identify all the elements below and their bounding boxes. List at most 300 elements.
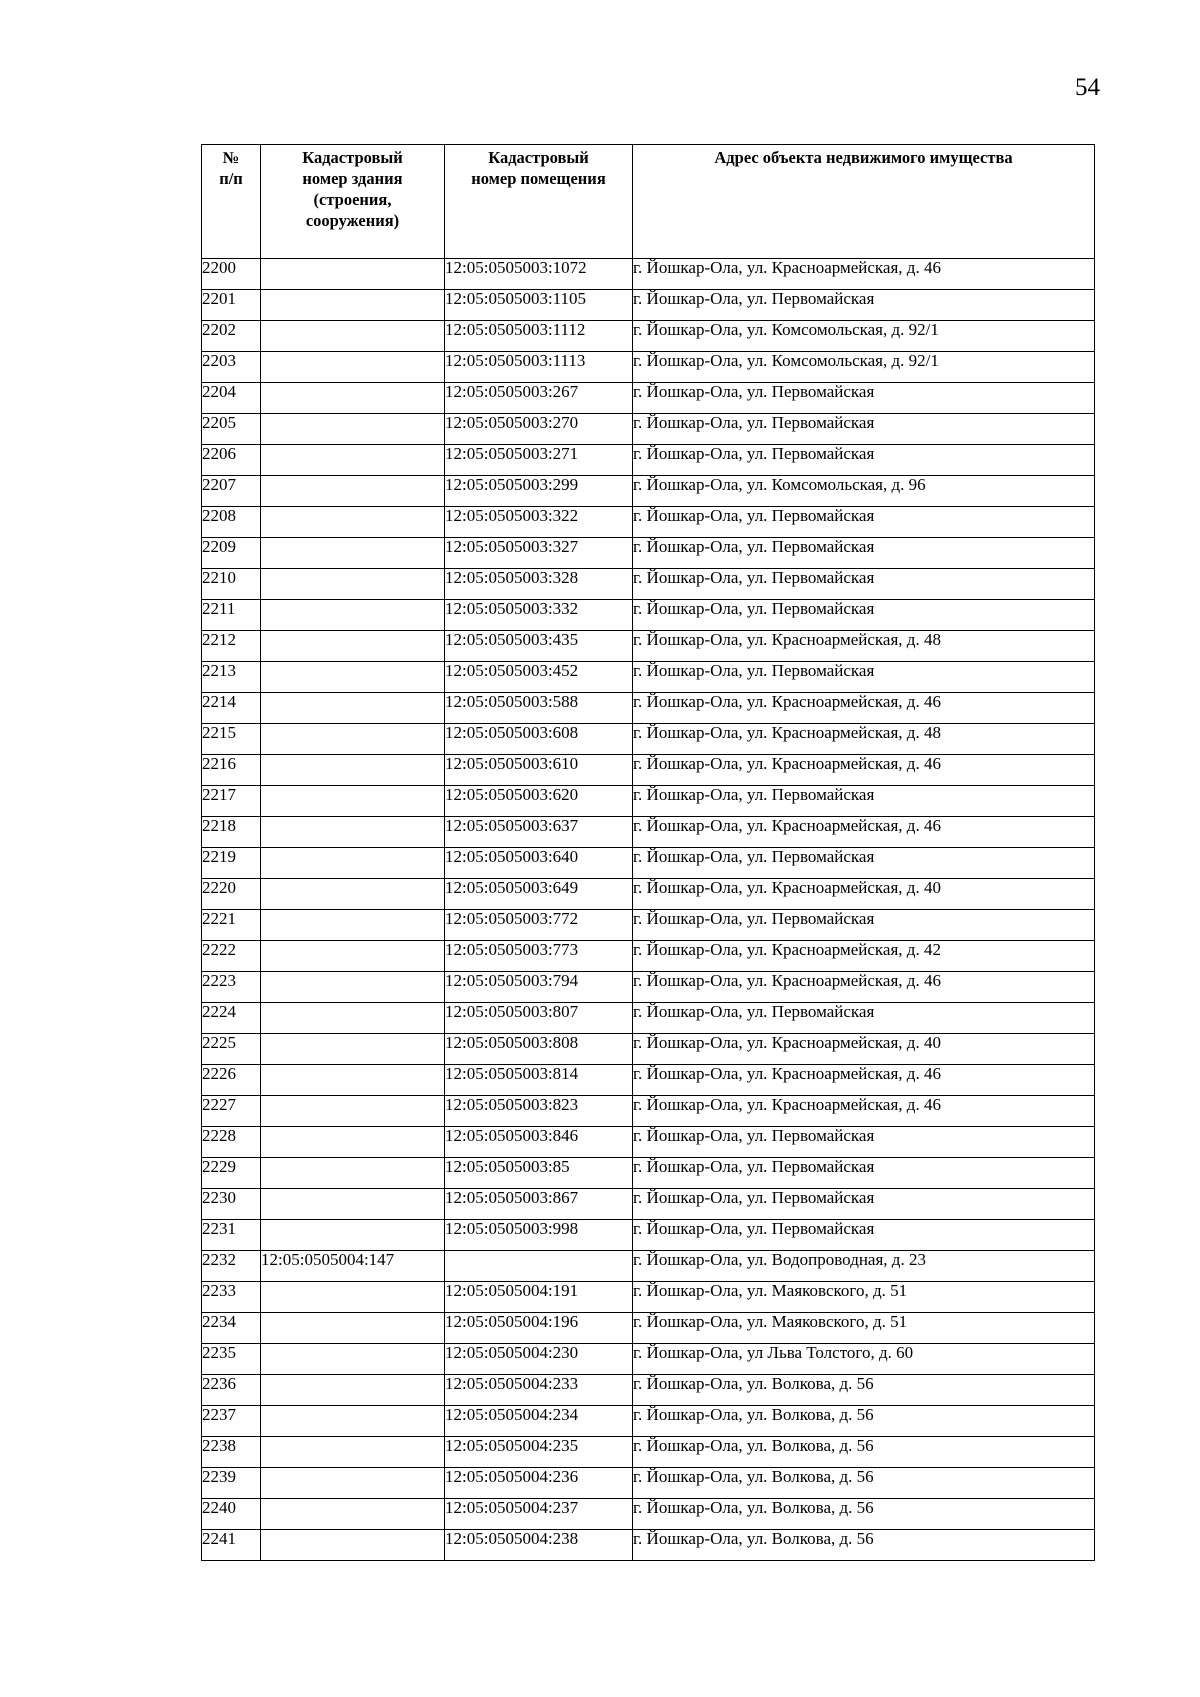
property-address: г. Йошкар-Ола, ул. Красноармейская, д. 40 xyxy=(633,879,941,897)
property-address: г. Йошкар-Ола, ул. Красноармейская, д. 46 xyxy=(633,1065,941,1083)
row-number: 2230 xyxy=(202,1189,236,1207)
room-cadastral-number-cell xyxy=(445,1096,633,1127)
table-row xyxy=(202,1127,1095,1158)
room-cadastral-number-cell xyxy=(445,972,633,1003)
room-cadastral-number-cell xyxy=(445,1406,633,1437)
room-cadastral-number-cell xyxy=(445,786,633,817)
row-number-cell xyxy=(202,569,261,600)
property-address: г. Йошкар-Ола, ул. Красноармейская, д. 40 xyxy=(633,1034,941,1052)
room-cadastral-number-cell xyxy=(445,724,633,755)
room-cadastral-number-cell xyxy=(445,848,633,879)
row-number: 2214 xyxy=(202,693,236,711)
room-cadastral-number-cell xyxy=(445,1127,633,1158)
table-row xyxy=(202,786,1095,817)
row-number: 2213 xyxy=(202,662,236,680)
building-cadastral-number-cell xyxy=(261,693,445,724)
row-number: 2206 xyxy=(202,445,236,463)
row-number: 2225 xyxy=(202,1034,236,1052)
table-body xyxy=(202,259,1095,1561)
row-number: 2224 xyxy=(202,1003,236,1021)
room-cadastral-number-cell xyxy=(445,259,633,290)
property-address: г. Йошкар-Ола, ул. Первомайская xyxy=(633,414,875,432)
property-address: г. Йошкар-Ола, ул. Первомайская xyxy=(633,786,875,804)
property-address: г. Йошкар-Ола, ул. Первомайская xyxy=(633,600,875,618)
property-address: г. Йошкар-Ола, ул. Волкова, д. 56 xyxy=(633,1530,874,1548)
row-number: 2239 xyxy=(202,1468,236,1486)
table-row xyxy=(202,1189,1095,1220)
room-cadastral-number: 12:05:0505003:807 xyxy=(445,1003,579,1021)
property-address-cell xyxy=(633,445,1095,476)
property-address-cell xyxy=(633,1282,1095,1313)
property-address-cell xyxy=(633,414,1095,445)
table-row xyxy=(202,600,1095,631)
property-address: г. Йошкар-Ола, ул. Первомайская xyxy=(633,1127,875,1145)
property-address: г. Йошкар-Ола, ул. Красноармейская, д. 46 xyxy=(633,972,941,990)
building-cadastral-number-cell xyxy=(261,1530,445,1561)
building-cadastral-number-cell xyxy=(261,1251,445,1282)
table-row xyxy=(202,1158,1095,1189)
room-cadastral-number: 12:05:0505003:808 xyxy=(445,1034,579,1052)
row-number-cell xyxy=(202,383,261,414)
property-address: г. Йошкар-Ола, ул. Первомайская xyxy=(633,1220,875,1238)
table-row xyxy=(202,631,1095,662)
room-cadastral-number: 12:05:0505003:1105 xyxy=(445,290,587,308)
row-number-cell xyxy=(202,1282,261,1313)
property-address-cell xyxy=(633,662,1095,693)
row-number-cell xyxy=(202,848,261,879)
room-cadastral-number-cell xyxy=(445,321,633,352)
building-cadastral-number-cell xyxy=(261,1282,445,1313)
table-row xyxy=(202,1282,1095,1313)
table-row xyxy=(202,538,1095,569)
row-number-cell xyxy=(202,631,261,662)
room-cadastral-number: 12:05:0505003:270 xyxy=(445,414,579,432)
building-cadastral-number-cell xyxy=(261,1127,445,1158)
property-address-cell xyxy=(633,1251,1095,1282)
room-cadastral-number-cell xyxy=(445,1344,633,1375)
room-cadastral-number-cell xyxy=(445,507,633,538)
room-cadastral-number-cell xyxy=(445,817,633,848)
table-row xyxy=(202,972,1095,1003)
property-address-cell xyxy=(633,1406,1095,1437)
room-cadastral-number: 12:05:0505004:233 xyxy=(445,1375,579,1393)
property-address-cell xyxy=(633,290,1095,321)
row-number-cell xyxy=(202,1437,261,1468)
property-address-cell xyxy=(633,259,1095,290)
building-cadastral-number-cell xyxy=(261,1499,445,1530)
property-address-cell xyxy=(633,1375,1095,1406)
room-cadastral-number: 12:05:0505004:196 xyxy=(445,1313,579,1331)
row-number-cell xyxy=(202,1158,261,1189)
row-number: 2215 xyxy=(202,724,236,742)
building-cadastral-number-cell xyxy=(261,879,445,910)
row-number: 2216 xyxy=(202,755,236,773)
row-number: 2202 xyxy=(202,321,236,339)
room-cadastral-number-cell xyxy=(445,1437,633,1468)
row-number-cell xyxy=(202,1065,261,1096)
row-number: 2204 xyxy=(202,383,236,401)
building-cadastral-number-cell xyxy=(261,662,445,693)
row-number: 2203 xyxy=(202,352,236,370)
room-cadastral-number: 12:05:0505003:435 xyxy=(445,631,579,649)
room-cadastral-number: 12:05:0505003:588 xyxy=(445,693,579,711)
building-cadastral-number-cell xyxy=(261,476,445,507)
building-cadastral-number-cell xyxy=(261,1003,445,1034)
room-cadastral-number-cell xyxy=(445,445,633,476)
row-number-cell xyxy=(202,352,261,383)
row-number: 2227 xyxy=(202,1096,236,1114)
table-header-row xyxy=(202,145,1095,259)
building-cadastral-number-cell xyxy=(261,1375,445,1406)
building-cadastral-number-cell xyxy=(261,724,445,755)
building-cadastral-number-cell xyxy=(261,1220,445,1251)
room-cadastral-number: 12:05:0505004:234 xyxy=(445,1406,579,1424)
room-cadastral-number-cell xyxy=(445,1313,633,1344)
property-address-cell xyxy=(633,1437,1095,1468)
row-number: 2217 xyxy=(202,786,236,804)
row-number: 2240 xyxy=(202,1499,236,1517)
property-address-cell xyxy=(633,1096,1095,1127)
building-cadastral-number-cell xyxy=(261,259,445,290)
property-address: г. Йошкар-Ола, ул. Красноармейская, д. 46 xyxy=(633,817,941,835)
room-cadastral-number: 12:05:0505003:814 xyxy=(445,1065,579,1083)
building-cadastral-number-cell xyxy=(261,1313,445,1344)
room-cadastral-number: 12:05:0505003:794 xyxy=(445,972,579,990)
property-address: г. Йошкар-Ола, ул. Волкова, д. 56 xyxy=(633,1406,874,1424)
property-address-cell xyxy=(633,1220,1095,1251)
row-number: 2236 xyxy=(202,1375,236,1393)
building-cadastral-number: 12:05:0505004:147 xyxy=(261,1251,395,1269)
property-address-cell xyxy=(633,476,1095,507)
property-address-cell xyxy=(633,755,1095,786)
row-number-cell xyxy=(202,321,261,352)
property-address: г. Йошкар-Ола, ул. Красноармейская, д. 46 xyxy=(633,755,941,773)
table-row xyxy=(202,1313,1095,1344)
property-address-cell xyxy=(633,1158,1095,1189)
room-cadastral-number: 12:05:0505004:236 xyxy=(445,1468,579,1486)
property-address: г. Йошкар-Ола, ул. Водопроводная, д. 23 xyxy=(633,1251,926,1269)
row-number-cell xyxy=(202,1034,261,1065)
property-address-cell xyxy=(633,910,1095,941)
row-number: 2209 xyxy=(202,538,236,556)
room-cadastral-number-cell xyxy=(445,1065,633,1096)
room-cadastral-number: 12:05:0505003:640 xyxy=(445,848,579,866)
header-building-cadastral-number: Кадастровый номер здания (строения, сооружения) xyxy=(261,145,445,259)
building-cadastral-number-cell xyxy=(261,538,445,569)
property-address-cell xyxy=(633,1034,1095,1065)
room-cadastral-number: 12:05:0505004:237 xyxy=(445,1499,579,1517)
building-cadastral-number-cell xyxy=(261,817,445,848)
table-row xyxy=(202,383,1095,414)
row-number-cell xyxy=(202,1344,261,1375)
room-cadastral-number-cell xyxy=(445,631,633,662)
property-address: г. Йошкар-Ола, ул. Красноармейская, д. 48 xyxy=(633,724,941,742)
row-number-cell xyxy=(202,817,261,848)
building-cadastral-number-cell xyxy=(261,631,445,662)
building-cadastral-number-cell xyxy=(261,600,445,631)
room-cadastral-number: 12:05:0505003:271 xyxy=(445,445,579,463)
room-cadastral-number-cell xyxy=(445,755,633,786)
building-cadastral-number-cell xyxy=(261,848,445,879)
property-address-cell xyxy=(633,817,1095,848)
row-number-cell xyxy=(202,1406,261,1437)
property-address-cell xyxy=(633,1344,1095,1375)
property-address-cell xyxy=(633,724,1095,755)
property-address-cell xyxy=(633,1499,1095,1530)
row-number-cell xyxy=(202,910,261,941)
row-number-cell xyxy=(202,1003,261,1034)
property-address: г. Йошкар-Ола, ул. Волкова, д. 56 xyxy=(633,1499,874,1517)
room-cadastral-number-cell xyxy=(445,414,633,445)
table-row xyxy=(202,476,1095,507)
property-address-cell xyxy=(633,879,1095,910)
row-number: 2232 xyxy=(202,1251,236,1269)
property-address: г. Йошкар-Ола, ул. Первомайская xyxy=(633,383,875,401)
table-row xyxy=(202,662,1095,693)
row-number: 2241 xyxy=(202,1530,236,1548)
row-number-cell xyxy=(202,1096,261,1127)
property-address: г. Йошкар-Ола, ул. Комсомольская, д. 92/1 xyxy=(633,321,939,339)
building-cadastral-number-cell xyxy=(261,1437,445,1468)
room-cadastral-number-cell xyxy=(445,538,633,569)
row-number-cell xyxy=(202,290,261,321)
property-address-cell xyxy=(633,600,1095,631)
table-row xyxy=(202,1530,1095,1561)
room-cadastral-number: 12:05:0505003:649 xyxy=(445,879,579,897)
property-registry-table xyxy=(201,144,1095,1561)
table-row xyxy=(202,507,1095,538)
row-number-cell xyxy=(202,879,261,910)
property-address-cell xyxy=(633,848,1095,879)
room-cadastral-number-cell xyxy=(445,1251,633,1282)
row-number-cell xyxy=(202,1530,261,1561)
property-address-cell xyxy=(633,507,1095,538)
room-cadastral-number-cell xyxy=(445,383,633,414)
property-address: г. Йошкар-Ола, ул. Красноармейская, д. 46 xyxy=(633,259,941,277)
property-address: г. Йошкар-Ола, ул. Волкова, д. 56 xyxy=(633,1437,874,1455)
building-cadastral-number-cell xyxy=(261,445,445,476)
room-cadastral-number-cell xyxy=(445,290,633,321)
row-number: 2207 xyxy=(202,476,236,494)
room-cadastral-number: 12:05:0505003:608 xyxy=(445,724,579,742)
row-number: 2220 xyxy=(202,879,236,897)
row-number: 2208 xyxy=(202,507,236,525)
row-number-cell xyxy=(202,445,261,476)
building-cadastral-number-cell xyxy=(261,786,445,817)
property-address: г. Йошкар-Ола, ул. Первомайская xyxy=(633,507,875,525)
room-cadastral-number-cell xyxy=(445,941,633,972)
property-address: г. Йошкар-Ола, ул. Первомайская xyxy=(633,569,875,587)
table-row xyxy=(202,848,1095,879)
room-cadastral-number-cell xyxy=(445,1189,633,1220)
property-address: г. Йошкар-Ола, ул. Первомайская xyxy=(633,1189,875,1207)
property-address-cell xyxy=(633,693,1095,724)
row-number-cell xyxy=(202,600,261,631)
property-address-cell xyxy=(633,1065,1095,1096)
row-number-cell xyxy=(202,414,261,445)
building-cadastral-number-cell xyxy=(261,414,445,445)
table-row xyxy=(202,1499,1095,1530)
row-number-cell xyxy=(202,1468,261,1499)
property-address-cell xyxy=(633,569,1095,600)
property-address: г. Йошкар-Ола, ул. Маяковского, д. 51 xyxy=(633,1282,908,1300)
building-cadastral-number-cell xyxy=(261,383,445,414)
row-number-cell xyxy=(202,941,261,972)
property-address-cell xyxy=(633,941,1095,972)
room-cadastral-number: 12:05:0505003:299 xyxy=(445,476,579,494)
page-number: 54 xyxy=(1075,74,1100,101)
building-cadastral-number-cell xyxy=(261,1096,445,1127)
table-row xyxy=(202,321,1095,352)
table-row xyxy=(202,1096,1095,1127)
property-address: г. Йошкар-Ола, ул. Первомайская xyxy=(633,290,875,308)
property-address: г. Йошкар-Ола, ул. Первомайская xyxy=(633,445,875,463)
table-row xyxy=(202,941,1095,972)
row-number-cell xyxy=(202,507,261,538)
row-number-cell xyxy=(202,1499,261,1530)
room-cadastral-number: 12:05:0505003:846 xyxy=(445,1127,579,1145)
header-row-number: № п/п xyxy=(202,145,261,259)
building-cadastral-number-cell xyxy=(261,1065,445,1096)
building-cadastral-number-cell xyxy=(261,755,445,786)
table-row xyxy=(202,817,1095,848)
room-cadastral-number: 12:05:0505004:230 xyxy=(445,1344,579,1362)
room-cadastral-number-cell xyxy=(445,693,633,724)
property-address-cell xyxy=(633,1189,1095,1220)
property-address: г. Йошкар-Ола, ул. Красноармейская, д. 46 xyxy=(633,693,941,711)
table-row xyxy=(202,1220,1095,1251)
table-row xyxy=(202,1065,1095,1096)
table-row xyxy=(202,445,1095,476)
room-cadastral-number: 12:05:0505003:327 xyxy=(445,538,579,556)
building-cadastral-number-cell xyxy=(261,1189,445,1220)
property-address: г. Йошкар-Ола, ул. Комсомольская, д. 92/1 xyxy=(633,352,939,370)
row-number-cell xyxy=(202,259,261,290)
table-row xyxy=(202,910,1095,941)
building-cadastral-number-cell xyxy=(261,1158,445,1189)
table-row xyxy=(202,1344,1095,1375)
header-property-address: Адрес объекта недвижимого имущества xyxy=(633,145,1095,259)
room-cadastral-number-cell xyxy=(445,1375,633,1406)
room-cadastral-number-cell xyxy=(445,569,633,600)
building-cadastral-number-cell xyxy=(261,972,445,1003)
table-row xyxy=(202,1003,1095,1034)
row-number: 2233 xyxy=(202,1282,236,1300)
table-row xyxy=(202,1406,1095,1437)
room-cadastral-number: 12:05:0505003:867 xyxy=(445,1189,579,1207)
building-cadastral-number-cell xyxy=(261,941,445,972)
header-room-cadastral-number: Кадастровый номер помещения xyxy=(445,145,633,259)
row-number: 2223 xyxy=(202,972,236,990)
row-number: 2200 xyxy=(202,259,236,277)
property-address-cell xyxy=(633,631,1095,662)
table-row xyxy=(202,755,1095,786)
property-address: г. Йошкар-Ола, ул. Красноармейская, д. 48 xyxy=(633,631,941,649)
row-number: 2237 xyxy=(202,1406,236,1424)
table-row xyxy=(202,569,1095,600)
property-address: г. Йошкар-Ола, ул. Первомайская xyxy=(633,1158,875,1176)
row-number: 2238 xyxy=(202,1437,236,1455)
room-cadastral-number: 12:05:0505003:620 xyxy=(445,786,579,804)
property-address-cell xyxy=(633,321,1095,352)
room-cadastral-number-cell xyxy=(445,1158,633,1189)
room-cadastral-number: 12:05:0505003:1072 xyxy=(445,259,587,277)
table-row xyxy=(202,290,1095,321)
property-address: г. Йошкар-Ола, ул. Волкова, д. 56 xyxy=(633,1468,874,1486)
property-address: г. Йошкар-Ола, ул. Первомайская xyxy=(633,848,875,866)
room-cadastral-number-cell xyxy=(445,1220,633,1251)
room-cadastral-number-cell xyxy=(445,662,633,693)
row-number-cell xyxy=(202,693,261,724)
building-cadastral-number-cell xyxy=(261,290,445,321)
row-number-cell xyxy=(202,476,261,507)
building-cadastral-number-cell xyxy=(261,910,445,941)
room-cadastral-number: 12:05:0505004:235 xyxy=(445,1437,579,1455)
property-address: г. Йошкар-Ола, ул Льва Толстого, д. 60 xyxy=(633,1344,914,1362)
property-address-cell xyxy=(633,1003,1095,1034)
room-cadastral-number: 12:05:0505003:637 xyxy=(445,817,579,835)
property-address-cell xyxy=(633,1313,1095,1344)
property-address-cell xyxy=(633,538,1095,569)
room-cadastral-number-cell xyxy=(445,1530,633,1561)
table-row xyxy=(202,1375,1095,1406)
row-number: 2221 xyxy=(202,910,236,928)
room-cadastral-number: 12:05:0505004:238 xyxy=(445,1530,579,1548)
room-cadastral-number-cell xyxy=(445,879,633,910)
room-cadastral-number: 12:05:0505003:1112 xyxy=(445,321,586,339)
table-row xyxy=(202,414,1095,445)
room-cadastral-number: 12:05:0505003:328 xyxy=(445,569,579,587)
property-address-cell xyxy=(633,383,1095,414)
building-cadastral-number-cell xyxy=(261,507,445,538)
room-cadastral-number: 12:05:0505003:452 xyxy=(445,662,579,680)
table-row xyxy=(202,879,1095,910)
row-number: 2212 xyxy=(202,631,236,649)
row-number-cell xyxy=(202,1313,261,1344)
row-number: 2226 xyxy=(202,1065,236,1083)
room-cadastral-number: 12:05:0505004:191 xyxy=(445,1282,579,1300)
room-cadastral-number: 12:05:0505003:1113 xyxy=(445,352,586,370)
table-row xyxy=(202,1034,1095,1065)
room-cadastral-number-cell xyxy=(445,1282,633,1313)
property-address-cell xyxy=(633,786,1095,817)
row-number-cell xyxy=(202,1220,261,1251)
row-number-cell xyxy=(202,1127,261,1158)
room-cadastral-number: 12:05:0505003:998 xyxy=(445,1220,579,1238)
room-cadastral-number: 12:05:0505003:772 xyxy=(445,910,579,928)
room-cadastral-number: 12:05:0505003:773 xyxy=(445,941,579,959)
table-row xyxy=(202,1468,1095,1499)
row-number-cell xyxy=(202,1251,261,1282)
row-number: 2205 xyxy=(202,414,236,432)
building-cadastral-number-cell xyxy=(261,1034,445,1065)
property-address: г. Йошкар-Ола, ул. Первомайская xyxy=(633,1003,875,1021)
property-address-cell xyxy=(633,1127,1095,1158)
row-number-cell xyxy=(202,1189,261,1220)
building-cadastral-number-cell xyxy=(261,569,445,600)
room-cadastral-number-cell xyxy=(445,352,633,383)
row-number: 2231 xyxy=(202,1220,236,1238)
building-cadastral-number-cell xyxy=(261,1468,445,1499)
row-number-cell xyxy=(202,786,261,817)
property-address: г. Йошкар-Ола, ул. Красноармейская, д. 46 xyxy=(633,1096,941,1114)
building-cadastral-number-cell xyxy=(261,321,445,352)
room-cadastral-number-cell xyxy=(445,1499,633,1530)
room-cadastral-number: 12:05:0505003:332 xyxy=(445,600,579,618)
row-number: 2211 xyxy=(202,600,236,618)
property-address-cell xyxy=(633,352,1095,383)
property-address: г. Йошкар-Ола, ул. Маяковского, д. 51 xyxy=(633,1313,908,1331)
